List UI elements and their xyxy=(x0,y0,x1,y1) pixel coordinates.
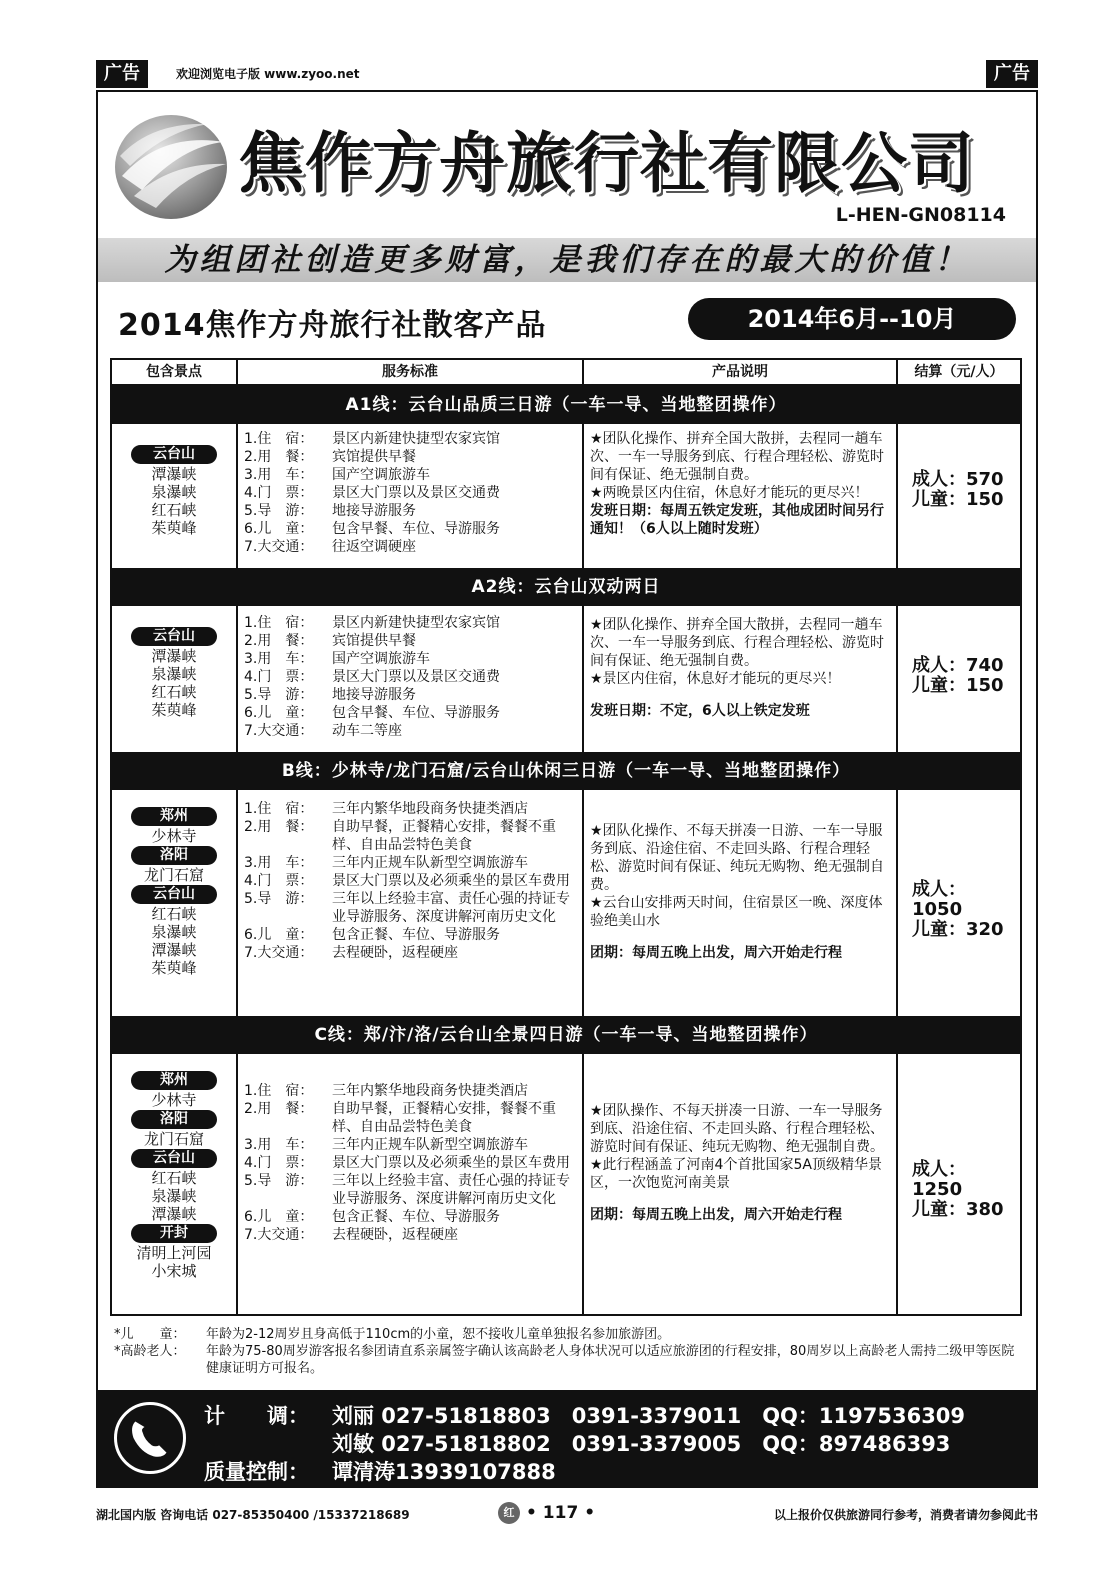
price-adult: 成人：740 xyxy=(912,655,1004,676)
welcome-text: 欢迎浏览电子版 www.zyoo.net xyxy=(176,67,360,81)
service-row: 7.大交通： 去程硬卧，返程硬座 xyxy=(244,945,458,961)
globe-logo-icon xyxy=(112,112,230,222)
service-row: 1.住 宿： 景区内新建快捷型农家宾馆 xyxy=(244,615,500,631)
service-row: 1.住 宿： 景区内新建快捷型农家宾馆 xyxy=(244,431,500,447)
service-c xyxy=(244,1082,578,1244)
price-a2 xyxy=(912,656,1016,696)
price-child: 儿童：150 xyxy=(912,675,1004,696)
departure-info: 团期：每周五晚上出发，周六开始走行程 xyxy=(590,1207,842,1223)
line-header-c: C线：郑/汴/洛/云台山全景四日游（一车一导、当地整团操作） xyxy=(112,1016,1020,1054)
description-a2 xyxy=(590,616,892,720)
spot-item: 红石峡 xyxy=(151,683,197,701)
spot-item: 少林寺 xyxy=(151,1091,197,1109)
contact-bar xyxy=(98,1390,1036,1486)
service-row: 2.用 餐： 自助早餐，正餐精心安排，餐餐不重样、自由品尝特色美食 xyxy=(244,1101,556,1135)
spot-item: 茱萸峰 xyxy=(151,959,197,977)
header-description: 产品说明 xyxy=(712,364,768,380)
region-pill: 郑州 xyxy=(131,807,217,826)
region-pill: 云台山 xyxy=(131,1149,217,1168)
service-row: 5.导 游： 三年以上经验丰富、责任心强的持证专业导游服务、深度讲解河南历史文化 xyxy=(244,891,570,925)
top-bar xyxy=(96,60,1038,88)
service-row: 2.用 餐： 自助早餐，正餐精心安排，餐餐不重样、自由品尝特色美食 xyxy=(244,819,556,853)
quality-contact: 谭清涛13939107888 xyxy=(332,1460,556,1484)
ad-tag-right: 广告 xyxy=(986,60,1038,88)
line-header-a2: A2线：云台山双动两日 xyxy=(112,568,1020,606)
column-divider xyxy=(896,360,898,1314)
dispatch-contact-2: 刘敏 027-51818802 0391-3379005 QQ：897486393 xyxy=(332,1432,951,1456)
service-row: 6.儿 童： 包含正餐、车位、导游服务 xyxy=(244,927,500,943)
product-title: 2014焦作方舟旅行社散客产品 xyxy=(118,308,547,343)
service-row: 2.用 餐： 宾馆提供早餐 xyxy=(244,633,416,649)
service-row: 4.门 票： 景区大门票以及景区交通费 xyxy=(244,485,500,501)
notes xyxy=(114,1326,1024,1377)
ad-tag-left: 广告 xyxy=(96,60,148,88)
spot-item: 红石峡 xyxy=(151,1169,197,1187)
description-a1 xyxy=(590,430,892,538)
price-child: 儿童：320 xyxy=(912,919,1004,940)
slogan-banner: 为组团社创造更多财富，是我们存在的最大的价值！ xyxy=(98,238,1036,282)
page-number-text: • 117 • xyxy=(526,1503,596,1523)
service-row: 1.住 宿： 三年内繁华地段商务快捷类酒店 xyxy=(244,801,528,817)
region-pill: 洛阳 xyxy=(131,846,217,865)
footer-right: 以上报价仅供旅游同行参考，消费者请勿参阅此书 xyxy=(773,1508,1038,1522)
region-pill: 洛阳 xyxy=(131,1110,217,1129)
company-name: 焦作方舟旅行社有限公司 xyxy=(238,124,975,202)
spot-item: 潭瀑峡 xyxy=(151,1205,197,1223)
description-item: ★云台山安排两天时间，住宿景区一晚、深度体验绝美山水 xyxy=(590,895,883,929)
service-row: 5.导 游： 地接导游服务 xyxy=(244,503,416,519)
description-item: ★团队化操作、不每天拼凑一日游、一车一导服务到底、沿途住宿、不走回头路、行程合理轻松、游览时间有保证、纯玩无购物、绝无强制自费。 xyxy=(590,823,884,893)
service-row: 4.门 票： 景区大门票以及必须乘坐的景区车费用 xyxy=(244,1155,570,1171)
column-divider xyxy=(582,360,584,1314)
description-item: ★景区内住宿，休息好才能玩的更尽兴！ xyxy=(590,671,841,687)
note-elderly: *高龄老人： 年龄为75-80周岁游客报名参团请直系亲属签字确认该高龄老人身体状况可以适应旅游团的行程安排，80周岁以上高龄老人需持二级甲等医院健康证明方可报名。 xyxy=(114,1344,1015,1376)
service-row: 5.导 游： 地接导游服务 xyxy=(244,687,416,703)
price-child: 儿童：150 xyxy=(912,489,1004,510)
price-adult: 成人：570 xyxy=(912,469,1004,490)
page-number xyxy=(498,1502,595,1524)
service-row: 7.大交通： 往返空调硬座 xyxy=(244,539,416,555)
service-row: 7.大交通： 去程硬卧，返程硬座 xyxy=(244,1227,458,1243)
price-c xyxy=(912,1160,1016,1220)
service-a2 xyxy=(244,614,578,740)
price-adult: 成人：1250 xyxy=(912,1159,966,1200)
price-child: 儿童：380 xyxy=(912,1199,1004,1220)
spot-item: 泉瀑峡 xyxy=(151,665,197,683)
license-number: L-HEN-GN08114 xyxy=(835,204,1006,226)
price-b xyxy=(912,880,1016,940)
quality-label: 质量控制： xyxy=(204,1460,309,1484)
spot-item: 泉瀑峡 xyxy=(151,923,197,941)
spot-item: 红石峡 xyxy=(151,501,197,519)
product-table xyxy=(110,358,1022,1316)
service-row: 1.住 宿： 三年内繁华地段商务快捷类酒店 xyxy=(244,1083,528,1099)
header-spots: 包含景点 xyxy=(146,364,202,380)
description-c xyxy=(590,1102,892,1224)
description-item: ★两晚景区内住宿，休息好才能玩的更尽兴！ xyxy=(590,485,869,501)
service-row: 3.用 车： 国产空调旅游车 xyxy=(244,467,430,483)
dispatch-label: 计 调： xyxy=(204,1404,309,1428)
footer xyxy=(96,1504,1038,1524)
service-row: 4.门 票： 景区大门票以及景区交通费 xyxy=(244,669,500,685)
service-row: 3.用 车： 三年内正规车队新型空调旅游车 xyxy=(244,855,528,871)
service-row: 6.儿 童： 包含正餐、车位、导游服务 xyxy=(244,1209,500,1225)
price-a1 xyxy=(912,470,1016,510)
line-header-a1: A1线：云台山品质三日游（一车一导、当地整团操作） xyxy=(112,386,1020,424)
departure-info: 团期：每周五晚上出发，周六开始走行程 xyxy=(590,945,842,961)
service-b xyxy=(244,800,578,962)
line-header-b: B线：少林寺/龙门石窟/云台山休闲三日游（一车一导、当地整团操作） xyxy=(112,752,1020,790)
spots-b xyxy=(112,806,236,977)
spot-item: 茱萸峰 xyxy=(151,519,197,537)
departure-info: 发班日期：每周五铁定发班，其他成团时间另行通知！（6人以上随时发班） xyxy=(590,503,884,537)
region-pill: 开封 xyxy=(131,1224,217,1243)
region-pill: 郑州 xyxy=(131,1071,217,1090)
spot-item: 潭瀑峡 xyxy=(151,941,197,959)
spot-item: 潭瀑峡 xyxy=(151,647,197,665)
region-pill: 云台山 xyxy=(131,445,217,464)
spot-item: 潭瀑峡 xyxy=(151,465,197,483)
header-service: 服务标准 xyxy=(382,364,438,380)
service-a1 xyxy=(244,430,578,556)
ad-frame xyxy=(96,90,1038,1488)
spot-item: 茱萸峰 xyxy=(151,701,197,719)
spot-item: 泉瀑峡 xyxy=(151,1187,197,1205)
region-pill: 云台山 xyxy=(131,885,217,904)
service-row: 5.导 游： 三年以上经验丰富、责任心强的持证专业导游服务、深度讲解河南历史文化 xyxy=(244,1173,570,1207)
description-b xyxy=(590,822,892,962)
description-item: ★团队操作、不每天拼凑一日游、一车一导服务到底、沿途住宿、不走回头路、行程合理轻松、游览时间有保证、纯玩无购物、绝无强制自费。 xyxy=(590,1103,884,1155)
service-row: 6.儿 童： 包含早餐、车位、导游服务 xyxy=(244,521,500,537)
spot-item: 龙门石窟 xyxy=(143,866,204,884)
dispatch-contact-1: 刘丽 027-51818803 0391-3379011 QQ：1197536309 xyxy=(332,1404,966,1428)
description-item: ★此行程涵盖了河南4个首批国家5A顶级精华景区，一次饱览河南美景 xyxy=(590,1157,882,1191)
region-pill: 云台山 xyxy=(131,627,217,646)
departure-info: 发班日期：不定，6人以上铁定发班 xyxy=(590,703,810,719)
column-divider xyxy=(236,360,238,1314)
spot-item: 泉瀑峡 xyxy=(151,483,197,501)
table-header xyxy=(112,360,1020,386)
edition-badge: 红 xyxy=(498,1502,520,1524)
date-range-badge: 2014年6月--10月 xyxy=(688,298,1016,340)
spots-a1 xyxy=(112,444,236,537)
spot-item: 少林寺 xyxy=(151,827,197,845)
description-item: ★团队化操作、拼弃全国大散拼，去程同一趟车次、一车一导服务到底、行程合理轻松、游览时间有保证、绝无强制自费。 xyxy=(590,617,884,669)
spots-a2 xyxy=(112,626,236,719)
service-row: 7.大交通： 动车二等座 xyxy=(244,723,402,739)
spots-c xyxy=(112,1070,236,1280)
service-row: 4.门 票： 景区大门票以及必须乘坐的景区车费用 xyxy=(244,873,570,889)
telephone-icon xyxy=(114,1402,186,1474)
header-price: 结算（元/人） xyxy=(914,364,1004,380)
service-row: 3.用 车： 国产空调旅游车 xyxy=(244,651,430,667)
spot-item: 小宋城 xyxy=(151,1262,197,1280)
spot-item: 红石峡 xyxy=(151,905,197,923)
description-item: ★团队化操作、拼弃全国大散拼，去程同一趟车次、一车一导服务到底、行程合理轻松、游览时间有保证、绝无强制自费。 xyxy=(590,431,884,483)
spot-item: 清明上河园 xyxy=(136,1244,212,1262)
price-adult: 成人：1050 xyxy=(912,879,966,920)
service-row: 6.儿 童： 包含早餐、车位、导游服务 xyxy=(244,705,500,721)
spot-item: 龙门石窟 xyxy=(143,1130,204,1148)
note-child: *儿 童： 年龄为2-12周岁且身高低于110cm的小童，恕不接收儿童单独报名参加旅游团。 xyxy=(114,1327,671,1342)
service-row: 3.用 车： 三年内正规车队新型空调旅游车 xyxy=(244,1137,528,1153)
footer-left: 湖北国内版 咨询电话 027-85350400 /15337218689 xyxy=(96,1508,410,1522)
service-row: 2.用 餐： 宾馆提供早餐 xyxy=(244,449,416,465)
